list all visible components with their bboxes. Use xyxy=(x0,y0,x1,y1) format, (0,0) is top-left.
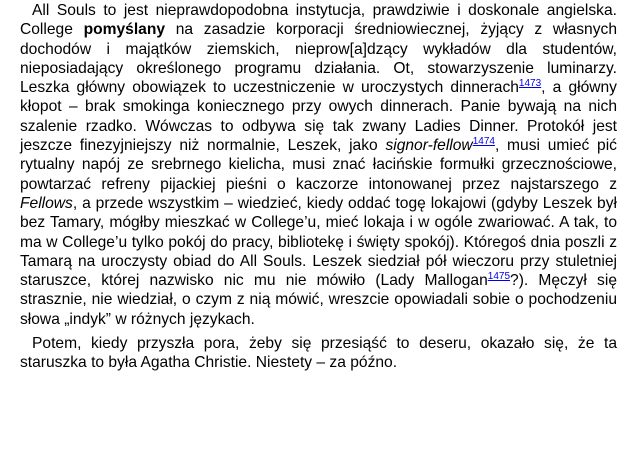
footnote-link-1475[interactable]: 1475 xyxy=(487,270,511,282)
footnote-link-1473[interactable]: 1473 xyxy=(518,78,542,89)
emphasis-bold: pomyślany xyxy=(83,21,166,39)
emphasis-italic: Fellows xyxy=(20,194,73,212)
emphasis-italic: signor-fellow xyxy=(385,137,473,155)
footnote-link-1474[interactable]: 1474 xyxy=(472,135,495,147)
text-run: na zasadzie korporacji średniowiecznej, żyjący z własnych dochodów i majątków ziemskich, nieprow[a]dzący wykładów dla studentów, nieposiadający określonego programu działania. Ot, stowarzyszenie luminarzy. Leszka główny obowiązek to uczestniczenie w uroczystych dinnerach xyxy=(20,21,617,97)
paragraph-1 xyxy=(20,1,617,329)
text-run: , musi umieć pić rytualny napój ze srebrnego kielicha, musi znać łacińskie formułki grzecznościowe, powtarzać refreny pijackiej pieśni o kaczorze intonowanej przez najstarszego z xyxy=(20,137,617,193)
text-run: ?). Męczył się strasznie, nie wiedział, o czym z nią mówić, wreszcie opowiadali sobie o pochodzeniu słowa „indyk” w różnych językach. xyxy=(20,272,617,328)
text-run: Potem, kiedy przyszła pora, żeby się przesiąść to deseru, okazało się, że ta staruszka to była Agatha Christie. Niestety – za późno. xyxy=(20,335,617,372)
paragraph-2 xyxy=(20,334,617,373)
text-run: All Souls to jest nieprawdopodobna instytucja, prawdziwie i doskonale angielska. College xyxy=(20,2,617,39)
text-run: , a przede wszystkim – wiedzieć, kiedy oddać togę lokajowi (gdyby Leszek był bez Tamary, mógłby mieszkać w College’u, mieć lokaja i w ogóle zwariować. A tak, to ma w College’u tylko pokój do pracy, bibliotekę i święty spokój). Któregoś dnia poszli z Tamarą na uroczysty obiad do All Souls. Leszek siedział pół wieczoru przy stuletniej staruszce, której nazwisko nic mu nie mówiło (Lady Mallogan xyxy=(20,194,617,290)
text-run: , a główny kłopot – brak smokinga koniecznego przy owych dinnerach. Panie bywają na nich szalenie rzadko. Wówczas to odbywa się tak zwany Ladies Dinner. Protokół jest jeszcze finezyjniejszy niż normalnie, Leszek, jako xyxy=(20,79,617,155)
